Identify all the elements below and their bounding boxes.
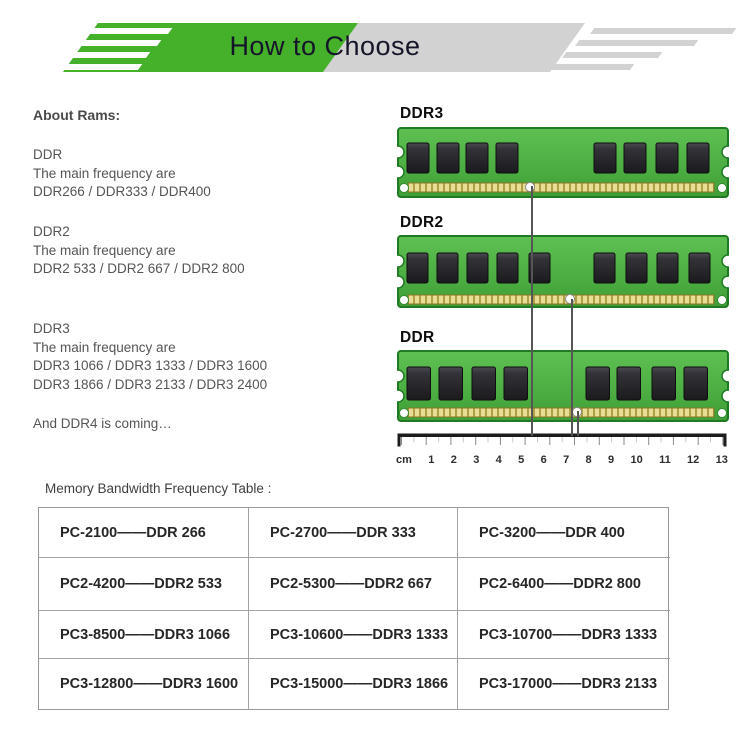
ruler-label: 5 xyxy=(518,454,525,466)
notch-guide-line-ddr2 xyxy=(571,299,573,436)
ddr2-section-line: DDR2 533 / DDR2 667 / DDR2 800 xyxy=(33,261,245,276)
ruler-minor-ticks xyxy=(414,437,711,443)
ruler-label: 1 xyxy=(428,454,435,466)
ram-module-ddr-graphic xyxy=(397,350,729,422)
key-notch xyxy=(566,295,575,304)
table-cell: PC-2700——DDR 333 xyxy=(249,508,458,558)
ruler-bar xyxy=(398,434,727,438)
ruler-label: 6 xyxy=(540,454,547,466)
ddr3-section-line: DDR3 xyxy=(33,321,70,336)
ruler-label: 12 xyxy=(687,454,700,466)
ruler-label: 4 xyxy=(495,454,502,466)
notch-guide-line-ddr3 xyxy=(531,186,533,436)
gold-pins xyxy=(408,408,714,417)
ruler-left-cap xyxy=(398,434,401,447)
ruler-label: 11 xyxy=(659,454,671,466)
key-notch xyxy=(526,183,535,192)
table-cell: PC3-12800——DDR3 1600 xyxy=(39,659,249,709)
module-label-ddr3: DDR3 xyxy=(400,105,444,122)
module-label-ddr: DDR xyxy=(400,329,435,346)
gold-pins xyxy=(408,183,714,192)
ddr4-footnote: And DDR4 is coming… xyxy=(33,416,172,431)
ddr-section-line: DDR xyxy=(33,147,63,162)
ruler-label: cm xyxy=(396,454,412,466)
ddr3-section-line: The main frequency are xyxy=(33,339,176,355)
table-cell: PC-3200——DDR 400 xyxy=(458,508,670,558)
ddr3-section-line: DDR3 1866 / DDR3 2133 / DDR3 2400 xyxy=(33,376,268,392)
ruler-label: 9 xyxy=(608,454,615,466)
table-title: Memory Bandwidth Frequency Table : xyxy=(45,481,272,496)
ram-module-ddr2-graphic xyxy=(397,235,729,308)
ddr-section-line: DDR266 / DDR333 / DDR400 xyxy=(33,184,211,199)
table-cell: PC2-6400——DDR2 800 xyxy=(458,558,670,611)
ddr2-section-line: The main frequency are xyxy=(33,242,176,258)
ddr-section-line: The main frequency are xyxy=(33,165,176,181)
ddr-section xyxy=(33,146,373,202)
ddr3-section-line: DDR3 1066 / DDR3 1333 / DDR3 1600 xyxy=(33,358,268,373)
ruler-labels xyxy=(396,454,728,466)
memory-bandwidth-table xyxy=(38,507,669,710)
table-cell: PC2-5300——DDR2 667 xyxy=(249,558,458,611)
ram-module-ddr3-graphic xyxy=(397,127,729,198)
table-cell: PC3-10600——DDR3 1333 xyxy=(249,611,458,659)
ddr2-section-line: DDR2 xyxy=(33,224,70,239)
ruler-scale-graphic xyxy=(396,433,728,448)
ruler-right-cap xyxy=(724,434,727,447)
table-cell: PC-2100——DDR 266 xyxy=(39,508,249,558)
ddr3-section xyxy=(33,320,373,394)
notch-guide-line-ddr xyxy=(577,411,579,436)
module-label-ddr2: DDR2 xyxy=(400,214,444,231)
ddr2-section xyxy=(33,223,373,279)
ruler-label: 7 xyxy=(563,454,570,466)
table-cell: PC2-4200——DDR2 533 xyxy=(39,558,249,611)
ruler xyxy=(396,433,728,466)
ruler-label: 3 xyxy=(473,454,480,466)
ruler-label: 8 xyxy=(585,454,592,466)
ruler-label: 2 xyxy=(450,454,457,466)
table-cell: PC3-17000——DDR3 2133 xyxy=(479,676,658,692)
table-cell: PC3-15000——DDR3 1866 xyxy=(249,659,458,709)
about-rams-heading: About Rams: xyxy=(33,107,121,123)
table-cell: PC3-10700——DDR3 1333 xyxy=(458,611,670,659)
table-cell: PC3-8500——DDR3 1066 xyxy=(39,611,249,659)
ruler-label: 10 xyxy=(630,454,643,466)
page-title: How to Choose xyxy=(229,31,421,61)
gold-pins xyxy=(408,295,714,304)
ruler-label: 13 xyxy=(715,454,728,466)
